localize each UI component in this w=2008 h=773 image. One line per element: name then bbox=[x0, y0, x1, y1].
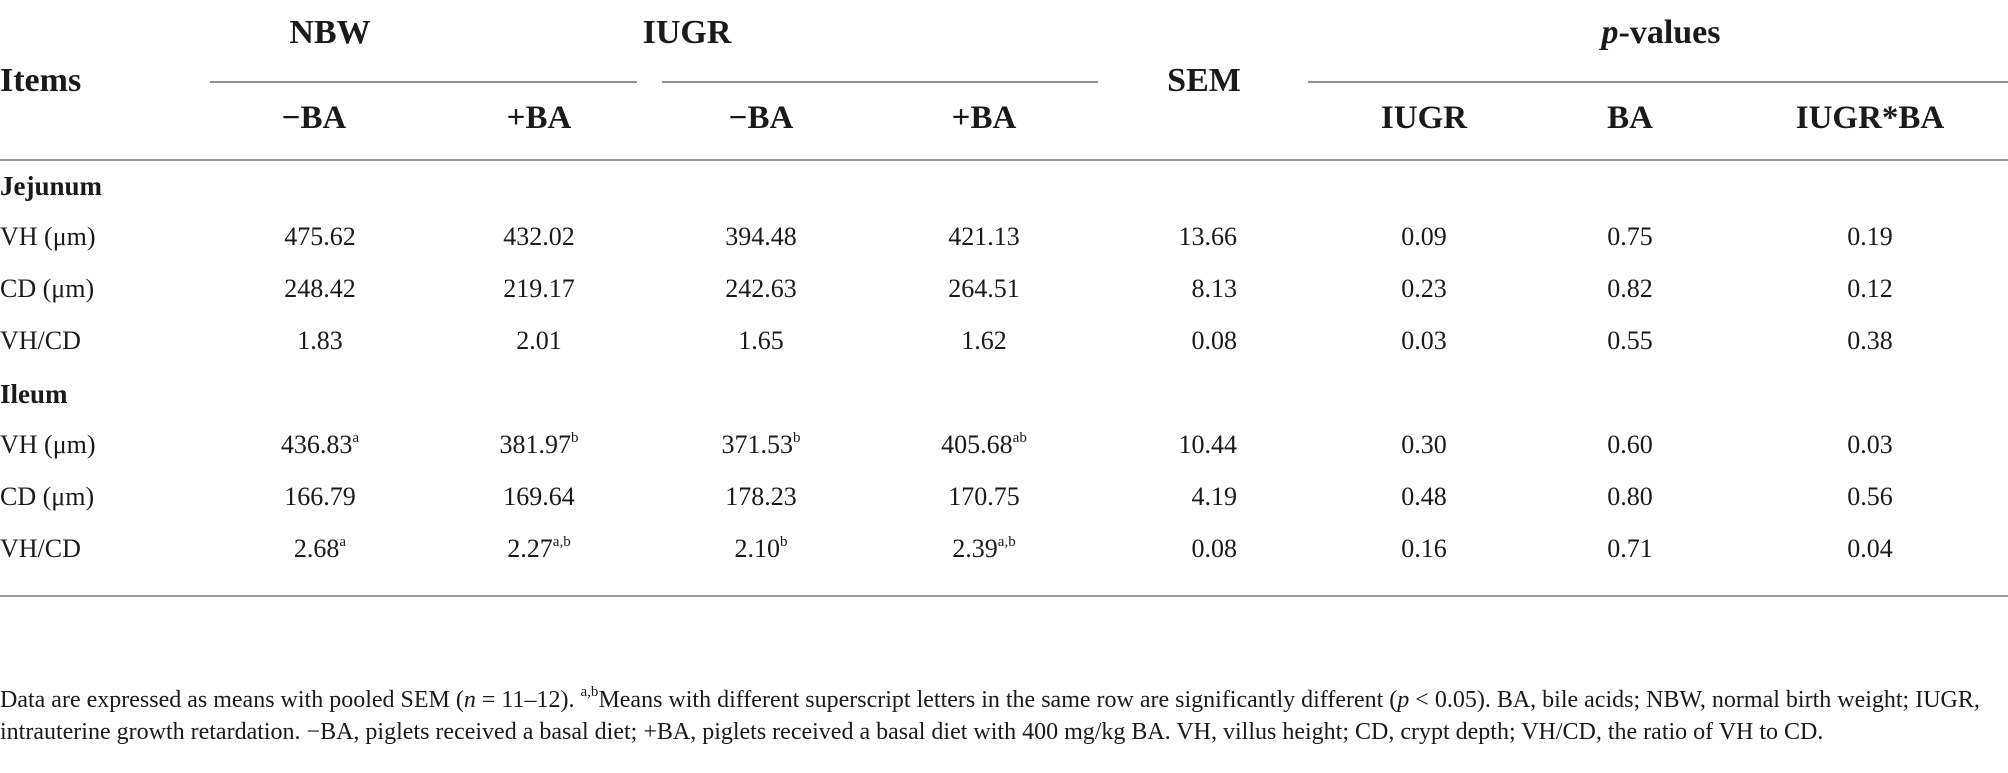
cell-p-interaction: 0.19 bbox=[1847, 222, 1893, 251]
cell-iugr-minus: 394.48 bbox=[725, 222, 797, 251]
header-rule bbox=[0, 159, 2008, 161]
cell-nbw-plus: 432.02 bbox=[503, 222, 575, 251]
sem-header: SEM bbox=[1167, 62, 1241, 99]
cell-sem: 13.66 bbox=[1178, 222, 1237, 251]
p-interaction-header: IUGR*BA bbox=[1795, 100, 1945, 136]
items-header: Items bbox=[0, 62, 82, 99]
section-title-jejunum: Jejunum bbox=[0, 171, 103, 201]
cell-nbw-plus: 219.17 bbox=[503, 274, 575, 303]
cell-nbw-plus: 381.97$^b$ bbox=[499, 430, 579, 459]
cell-p-ba: 0.75 bbox=[1607, 222, 1653, 251]
cell-iugr-minus: 178.23 bbox=[725, 482, 797, 511]
p-italic: p bbox=[1601, 14, 1619, 51]
cell-nbw-minus: 248.42 bbox=[284, 274, 356, 303]
cell-nbw-minus: 166.79 bbox=[284, 482, 356, 511]
nbw-group-rule bbox=[210, 81, 637, 83]
cell-iugr-plus: 2.39$^{a,b}$ bbox=[952, 534, 1016, 563]
cell-iugr-plus: 170.75 bbox=[948, 482, 1020, 511]
cell-p-ba: 0.71 bbox=[1607, 534, 1653, 563]
p-iugr-header: IUGR bbox=[1380, 100, 1468, 136]
cell-sem: 0.08 bbox=[1191, 534, 1237, 563]
cell-iugr-plus: 264.51 bbox=[948, 274, 1020, 303]
cell-iugr-minus: 2.10$^b$ bbox=[734, 534, 788, 563]
cell-p-ba: 0.80 bbox=[1607, 482, 1653, 511]
cell-iugr-minus: 242.63 bbox=[725, 274, 797, 303]
row-label: VH/CD bbox=[0, 534, 81, 563]
cell-p-iugr: 0.16 bbox=[1401, 534, 1447, 563]
cell-nbw-plus: 2.01 bbox=[516, 326, 562, 355]
table-bottom-rule bbox=[0, 595, 2008, 597]
table-footnote: Data are expressed as means with pooled SEM (n = 11–12). $^{a,b}$Means with different superscript letters in the same row are significantly different (p < 0.05). BA, bile acids; NBW, normal birth weight; IUGR, intrauterine growth retardation. −BA, piglets received a basal diet; +BA, piglets received a basal diet with 400 mg/kg BA. VH, villus height; CD, crypt depth; VH/CD, the ratio of VH to CD. bbox=[0, 684, 1980, 745]
cell-p-ba: 0.82 bbox=[1607, 274, 1653, 303]
cell-p-ba: 0.60 bbox=[1607, 430, 1653, 459]
cell-sem: 4.19 bbox=[1191, 482, 1237, 511]
p-values-suffix: -values bbox=[1618, 14, 1721, 51]
cell-iugr-plus: 421.13 bbox=[948, 222, 1020, 251]
cell-p-interaction: 0.04 bbox=[1847, 534, 1893, 563]
cell-iugr-plus: 405.68$^{ab}$ bbox=[941, 430, 1027, 459]
row-label: VH/CD bbox=[0, 326, 81, 355]
section-title-ileum: Ileum bbox=[0, 379, 68, 409]
cell-sem: 8.13 bbox=[1191, 274, 1237, 303]
cell-nbw-minus: 436.83$^a$ bbox=[280, 430, 360, 459]
cell-p-interaction: 0.03 bbox=[1847, 430, 1893, 459]
cell-iugr-minus: 371.53$^b$ bbox=[721, 430, 801, 459]
cell-p-interaction: 0.38 bbox=[1847, 326, 1893, 355]
nbw-group-header: NBW bbox=[289, 14, 371, 51]
cell-p-ba: 0.55 bbox=[1607, 326, 1653, 355]
cell-p-interaction: 0.12 bbox=[1847, 274, 1893, 303]
cell-sem: 0.08 bbox=[1191, 326, 1237, 355]
cell-sem: 10.44 bbox=[1178, 430, 1237, 459]
cell-p-iugr: 0.03 bbox=[1401, 326, 1447, 355]
iugr-group-header: IUGR bbox=[642, 14, 732, 51]
cell-iugr-plus: 1.62 bbox=[961, 326, 1007, 355]
cell-p-interaction: 0.56 bbox=[1847, 482, 1893, 511]
cell-p-iugr: 0.23 bbox=[1401, 274, 1447, 303]
row-label: CD (μm) bbox=[0, 482, 95, 511]
p-values-group-rule bbox=[1308, 81, 2008, 83]
cell-nbw-minus: 2.68$^a$ bbox=[293, 534, 347, 563]
cell-nbw-minus: 1.83 bbox=[297, 326, 343, 355]
row-label: VH (μm) bbox=[0, 222, 96, 251]
cell-p-iugr: 0.09 bbox=[1401, 222, 1447, 251]
row-label: VH (μm) bbox=[0, 430, 96, 459]
cell-iugr-minus: 1.65 bbox=[738, 326, 784, 355]
cell-p-iugr: 0.30 bbox=[1401, 430, 1447, 459]
p-values-group-header bbox=[1602, 14, 1721, 52]
iugr-plus-ba-header: +BA bbox=[951, 100, 1017, 136]
p-ba-header: BA bbox=[1607, 100, 1653, 136]
cell-nbw-plus: 169.64 bbox=[503, 482, 575, 511]
row-label: CD (μm) bbox=[0, 274, 95, 303]
iugr-group-rule bbox=[662, 81, 1098, 83]
nbw-plus-ba-header: +BA bbox=[506, 100, 572, 136]
cell-nbw-minus: 475.62 bbox=[284, 222, 356, 251]
cell-p-iugr: 0.48 bbox=[1401, 482, 1447, 511]
cell-nbw-plus: 2.27$^{a,b}$ bbox=[507, 534, 571, 563]
nbw-minus-ba-header: −BA bbox=[281, 100, 347, 136]
iugr-minus-ba-header: −BA bbox=[728, 100, 794, 136]
